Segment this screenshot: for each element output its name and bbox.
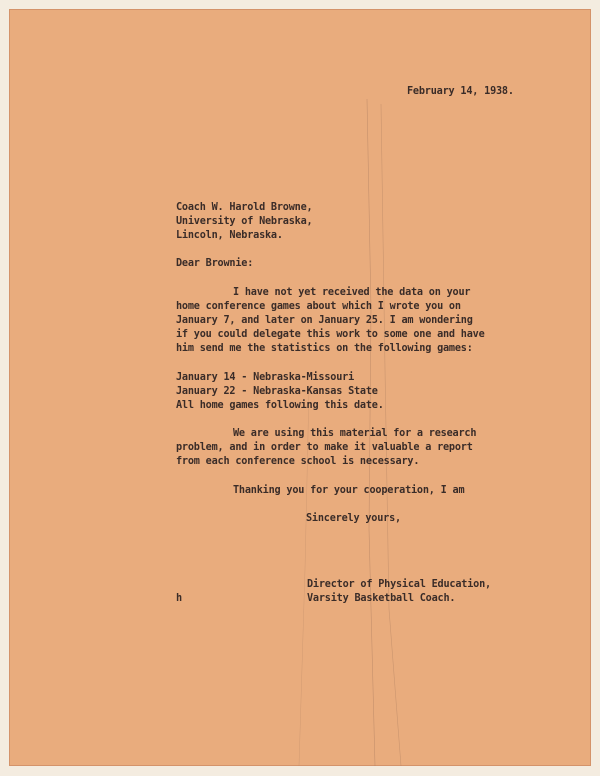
game-line-2: January 22 - Nebraska-Kansas State (176, 386, 378, 397)
address-line-2: University of Nebraska, (176, 216, 313, 227)
paragraph-2-line-1: We are using this material for a research (233, 428, 477, 439)
signature-title-line-2: Varsity Basketball Coach. (307, 593, 456, 604)
salutation: Dear Brownie: (176, 258, 254, 269)
letter-page (9, 9, 591, 766)
typist-initials: h (176, 593, 182, 604)
game-line-1: January 14 - Nebraska-Missouri (176, 372, 355, 383)
paragraph-1-line-2: home conference games about which I wrote you on (176, 301, 461, 312)
game-line-3: All home games following this date. (176, 400, 384, 411)
paragraph-2-line-3: from each conference school is necessary. (176, 456, 420, 467)
paragraph-1-line-3: January 7, and later on January 25. I am wondering (176, 315, 473, 326)
letter-date: February 14, 1938. (407, 86, 514, 97)
paragraph-1-line-5: him send me the statistics on the following games: (176, 343, 473, 354)
address-line-3: Lincoln, Nebraska. (176, 230, 283, 241)
paragraph-3: Thanking you for your cooperation, I am (233, 485, 465, 496)
complimentary-close: Sincerely yours, (306, 513, 401, 524)
paragraph-1-line-1: I have not yet received the data on your (233, 287, 471, 298)
paragraph-1-line-4: if you could delegate this work to some one and have (176, 329, 485, 340)
paragraph-2-line-2: problem, and in order to make it valuable a report (176, 442, 473, 453)
address-line-1: Coach W. Harold Browne, (176, 202, 313, 213)
signature-title-line-1: Director of Physical Education, (307, 579, 491, 590)
